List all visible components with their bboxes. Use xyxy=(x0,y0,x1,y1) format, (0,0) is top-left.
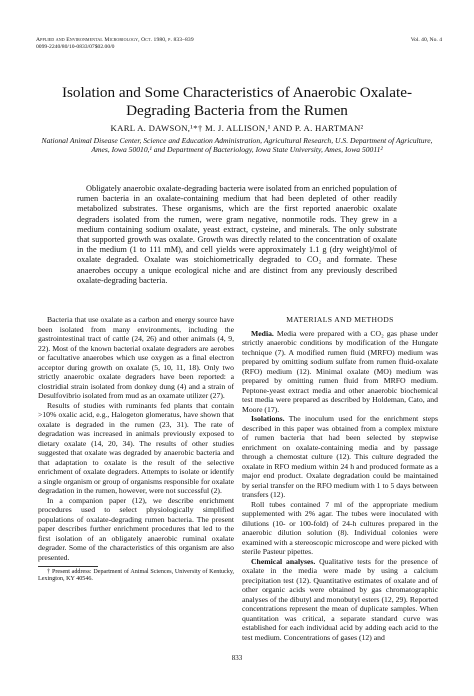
journal-citation: Applied and Environmental Microbiology, Oct. 1980, p. 833–839 xyxy=(36,37,194,43)
footnote-divider xyxy=(38,566,98,567)
title-line-1: Isolation and Some Characteristics of Anaerobic Oxalate- xyxy=(61,84,413,101)
roll-tubes-paragraph: Roll tubes contained 7 ml of the appropriate medium supplemented with 2% agar. The tubes were inoculated with dilutions (10- or 100-fold) of 24-h cultures prepared in the anaerobic dilution solution (8). Individual colonies were examined with a stereoscopic microscope and were picked with sterile Pasteur pipettes. xyxy=(242,499,438,556)
volume-issue: Vol. 40, No. 4 xyxy=(410,37,442,43)
running-header xyxy=(36,37,442,51)
isolations-paragraph xyxy=(242,414,438,500)
isolations-heading: Isolations. xyxy=(251,414,285,423)
title-line-2: Degrading Bacteria from the Rumen xyxy=(126,102,348,119)
footnote: † Present address: Department of Animal Sciences, University of Kentucky, Lexington, KY 40546. xyxy=(38,569,234,583)
article-title xyxy=(40,84,434,120)
chemical-paragraph xyxy=(242,557,438,643)
intro-paragraph-3: In a companion paper (12), we describe enrichment procedures used to select physiologically simplified populations of oxalate-degrading rumen bacteria. The present paper describes further enrichment procedures that led to the first isolation of an obligately anaerobic ruminal oxalate degrader. Some of the characteristics of this organism are also presented. xyxy=(38,495,234,562)
chemical-text: Qualitative tests for the presence of oxalate in the media were made by using a calcium precipitation test (12). Quantitative estimates of oxalate and of other organic acids were obtained by gas chromatographic analyses of the dibutyl and monobutyl esters (12, 29). Reported concentrations represent the mean of duplicate samples. When quantitation was critical, a separate standard curve was established for each individual acid by adding each acid to the test medium. Concentrations of gases (12) and xyxy=(242,556,439,642)
chemical-heading: Chemical analyses. xyxy=(251,556,316,566)
media-text: Media were prepared with a CO₂ gas phase under strictly anaerobic conditions by modification of the Hungate technique (7). A modified rumen fluid (MRFO) medium was prepared by omitting sodium sulfate from rumen fluid-oxalate (RFO) medium (12). Minimal oxalate (MO) medium was prepared by omitting rumen fluid from MRFO medium. Peptone-yeast extract media and other anaerobic biochemical test media were prepared as described by Holdeman, Cato, and Moore (17). xyxy=(242,328,438,414)
left-column xyxy=(38,315,234,584)
intro-paragraph-1: Bacteria that use oxalate as a carbon and energy source have been isolated from many environments, including the gastrointestinal tract of cattle (24, 26) and other animals (4, 9, 22). Most of the known bacterial oxalate degraders are aerobes or facultative anaerobes which use oxygen as a final electron acceptor during growth on oxalate (5, 10, 11, 18). Only two strictly anaerobic oxalate degraders have been reported: a clostridial strain isolated from donkey dung (4) and a strain of Desulfovibrio isolated from mud as an oxamate utilizer (27). xyxy=(38,315,234,400)
doi-code: 0099-2240/80/10-0833/07$02.00/0 xyxy=(36,44,115,50)
page-number: 833 xyxy=(231,654,243,662)
media-heading: Media. xyxy=(251,328,274,338)
isolations-text: The inoculum used for the enrichment steps described in this paper was obtained from a complex mixture of rumen bacteria that had been selected by stepwise enrichment on oxalate-containing media and by passage through a chemostat culture (12). This culture degraded the oxalate in RFO medium within 24 h and produced formate as a major end product. Oxalate degradation could be maintained by serial transfer on the RFO medium with 1 to 5 days between transfers (12). xyxy=(242,414,438,499)
media-paragraph xyxy=(242,329,438,415)
right-column xyxy=(242,315,438,642)
intro-paragraph-2: Results of studies with ruminants fed plants that contain >10% oxalic acid, e.g., Halogeton glomeratus, have shown that oxalate is degraded in the rumen (23, 31). The rate of degradation was increased in animals previously exposed to dietary oxalate (14, 20, 34). The results of other studies suggested that oxalate was degraded by anaerobic bacteria and that adaptation to oxalate is the result of the selective enrichment of oxalate degraders. Attempts to isolate or identify a single organism or group of organisms responsible for oxalate degradation in the rumen, however, were not successful (2). xyxy=(38,400,234,495)
affiliations: National Animal Disease Center, Science and Education Administration, Agricultural Research, U.S. Department of Agriculture, Ames, Iowa 50010,¹ and Department of Bacteriology, Iowa State University, Ames, Iowa 50011² xyxy=(41,136,433,155)
author-list: KARL A. DAWSON,¹*† M. J. ALLISON,¹ AND P. A. HARTMAN² xyxy=(110,123,364,133)
section-heading: MATERIALS AND METHODS xyxy=(286,315,394,324)
abstract: Obligately anaerobic oxalate-degrading bacteria were isolated from an enriched population of rumen bacteria in an oxalate-containing medium that had been depleted of other readily metabolized substrates. These organisms, which are the first reported anaerobic oxalate degraders isolated from the rumen, were gram negative, nonmotile rods. They grew in a medium containing sodium oxalate, yeast extract, cysteine, and minerals. The only substrate that supported growth was oxalate. Growth was directly related to the concentration of oxalate in the medium (1 to 111 mM), and cell yields were approximately 1.1 g (dry weight)/mol of oxalate degraded. Oxalate was stoichiometrically degraded to CO₂ and formate. These anaerobes occupy a unique ecological niche and are distinct from any previously described oxalate-degrading bacteria. xyxy=(77,184,397,285)
